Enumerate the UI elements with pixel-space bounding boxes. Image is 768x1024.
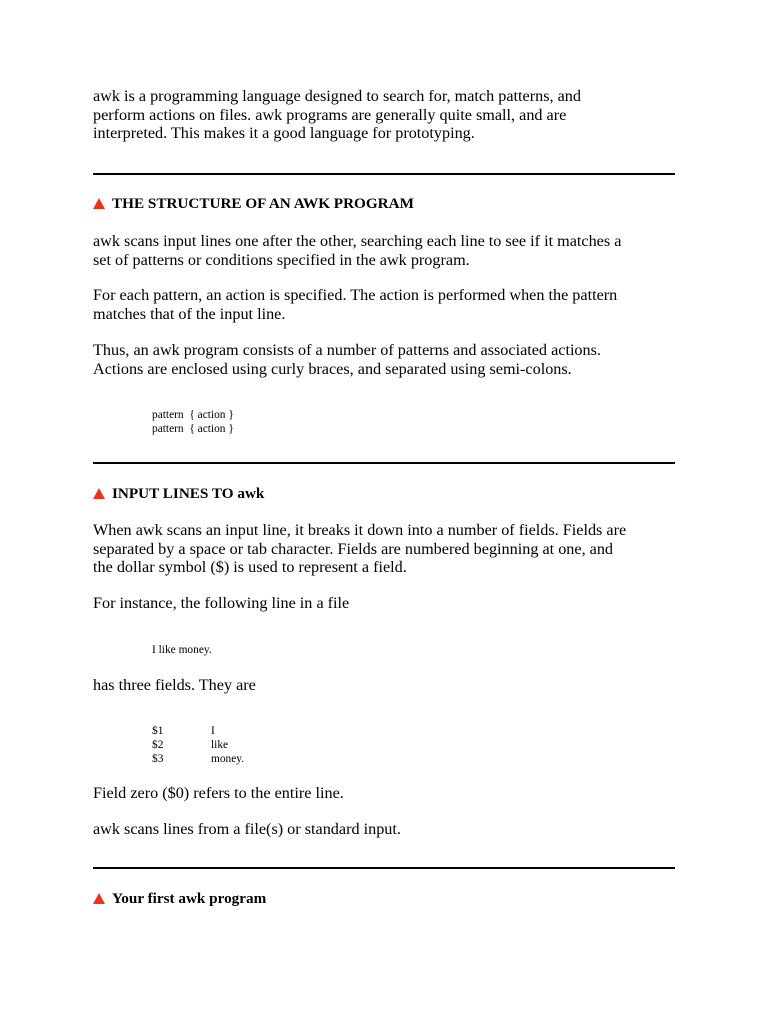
intro-paragraph <box>93 87 675 143</box>
intro-line: awk is a programming language designed to search for, match patterns, and <box>93 87 581 105</box>
paragraph-line: matches that of the input line. <box>93 304 286 323</box>
paragraph-line: For each pattern, an action is specified. The action is performed when the pattern <box>93 286 618 304</box>
field-value: I <box>211 725 215 737</box>
paragraph-line: Actions are enclosed using curly braces, and separated using semi-colons. <box>93 359 572 378</box>
field-name: $3 <box>152 753 164 766</box>
section-divider <box>93 867 675 869</box>
paragraph-line: Thus, an awk program consists of a number of patterns and associated actions. <box>93 341 601 359</box>
field-name: $2 <box>152 739 164 752</box>
field-row <box>152 752 244 766</box>
structure-paragraph-2 <box>93 286 675 323</box>
section-title: INPUT LINES TO awk <box>112 485 265 502</box>
red-triangle-icon <box>93 893 105 904</box>
field-value: money. <box>211 753 245 766</box>
structure-paragraph-1 <box>93 232 675 269</box>
example-line: I like money. <box>152 644 212 656</box>
input-paragraph-4: Field zero ($0) refers to the entire line. <box>93 784 344 802</box>
structure-paragraph-3 <box>93 341 675 378</box>
intro-line: interpreted. This makes it a good language for prototyping. <box>93 124 475 143</box>
field-name: $1 <box>152 725 164 737</box>
fields-table <box>152 724 244 767</box>
section-divider <box>93 173 675 175</box>
input-paragraph-3: has three fields. They are <box>93 676 256 694</box>
section-divider <box>93 462 675 464</box>
input-paragraph-2: For instance, the following line in a file <box>93 594 350 612</box>
section-heading-first-program <box>93 890 266 908</box>
input-paragraph-5: awk scans lines from a file(s) or standard input. <box>93 820 401 838</box>
red-triangle-icon <box>93 488 105 499</box>
section-title: THE STRUCTURE OF AN AWK PROGRAM <box>112 195 414 212</box>
field-row <box>152 738 244 752</box>
code-example <box>152 408 234 437</box>
intro-line: perform actions on files. awk programs are generally quite small, and are <box>93 105 567 124</box>
input-paragraph-1 <box>93 521 675 577</box>
section-title: Your first awk program <box>112 890 267 907</box>
field-row <box>152 724 244 738</box>
paragraph-line: set of patterns or conditions specified in the awk program. <box>93 250 470 269</box>
red-triangle-icon <box>93 198 105 209</box>
code-line: pattern { action } <box>152 423 234 436</box>
paragraph-line: separated by a space or tab character. Fields are numbered beginning at one, and <box>93 539 614 558</box>
paragraph-line: the dollar symbol ($) is used to represent a field. <box>93 558 407 577</box>
field-value: like <box>211 739 229 752</box>
section-heading-structure <box>93 195 414 213</box>
paragraph-line: When awk scans an input line, it breaks it down into a number of fields. Fields are <box>93 521 627 539</box>
code-line: pattern { action } <box>152 409 234 421</box>
section-heading-input-lines <box>93 485 264 503</box>
paragraph-line: awk scans input lines one after the other, searching each line to see if it matches a <box>93 232 622 250</box>
